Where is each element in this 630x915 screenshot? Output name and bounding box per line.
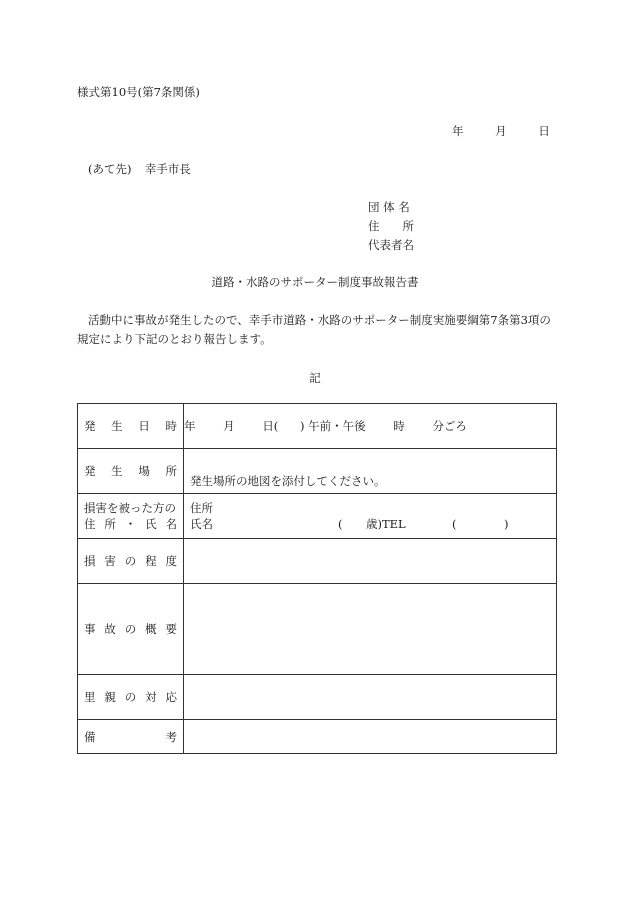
victim-age-tel: 歳)TEL [366, 517, 406, 531]
dt-month: 月 [223, 419, 235, 433]
form-number: 様式第10号(第7条関係) [77, 85, 200, 99]
label-char: ・ [124, 517, 137, 531]
foster-response-field[interactable] [184, 675, 557, 720]
body-sentence: 活動中に事故が発生したので、幸手市道路・水路のサポーター制度実施要綱第7条第3項の規定により下記のとおり報告します。 [77, 313, 551, 346]
table-row [78, 720, 557, 754]
remarks-label [78, 720, 184, 754]
label-char: 発 [84, 419, 96, 433]
label-char: の [124, 554, 137, 568]
date-year-label: 年 [452, 124, 464, 138]
remarks-char-a: 備 [84, 729, 96, 744]
organization-block [368, 198, 414, 255]
victim-label-line1: 損害を被った方の [84, 501, 176, 515]
spread-label [78, 689, 183, 705]
label-char: 概 [145, 622, 157, 636]
representative-label: 代表者名 [368, 238, 414, 252]
victim-address-label: 住所 [190, 501, 213, 515]
label-char: 度 [165, 554, 177, 568]
occurrence-datetime-label [78, 404, 184, 449]
spread-label [78, 418, 183, 434]
dt-day: 日( [262, 419, 279, 433]
label-char: 名 [165, 517, 177, 531]
label-char: 故 [104, 622, 116, 636]
label-char: 場 [138, 464, 150, 478]
occurrence-place-label [78, 449, 184, 494]
dt-year: 年 [184, 419, 196, 433]
victim-tel-open: ( [452, 517, 457, 531]
foster-response-label [78, 675, 184, 720]
spread-label [78, 553, 183, 569]
label-char: 親 [104, 690, 116, 704]
table-row [78, 494, 557, 539]
addressee [88, 161, 191, 177]
label-char: 対 [145, 690, 157, 704]
label-char: 損 [84, 554, 96, 568]
document-title: 道路・水路のサポーター制度事故報告書 [211, 275, 419, 289]
dt-ampm: 午前・午後 [308, 419, 366, 433]
addressee-name: 幸手市長 [144, 162, 191, 176]
table-row [78, 539, 557, 584]
victim-field[interactable] [184, 494, 557, 539]
accident-summary-label [78, 584, 184, 675]
accident-summary-field[interactable] [184, 584, 557, 675]
report-table [77, 403, 557, 754]
label-char: 程 [145, 554, 157, 568]
label-char: 発 [84, 464, 96, 478]
victim-age-open: ( [338, 517, 343, 531]
dt-hour: 時 [393, 419, 405, 433]
table-row [78, 584, 557, 675]
label-char: 生 [111, 419, 123, 433]
dt-dow-close: ) [299, 419, 305, 433]
label-char: 生 [111, 464, 123, 478]
submission-date [452, 123, 550, 139]
damage-extent-label [78, 539, 184, 584]
table-row [78, 675, 557, 720]
table-row [78, 404, 557, 449]
victim-label-line2 [84, 516, 177, 532]
label-char: 応 [165, 690, 177, 704]
label-char: 要 [165, 622, 177, 636]
table-row [78, 449, 557, 494]
label-char: 事 [84, 622, 96, 636]
spread-label [78, 729, 183, 745]
remarks-field[interactable] [184, 720, 557, 754]
victim-tel-close: ) [504, 517, 509, 531]
dt-minute: 分ごろ [432, 419, 467, 433]
date-month-label: 月 [495, 124, 507, 138]
group-name-label: 団 体 名 [368, 200, 410, 214]
addressee-prefix: (あて先) [88, 162, 132, 176]
label-char: 所 [104, 517, 116, 531]
ki-heading: 記 [309, 371, 321, 385]
label-char: 住 [84, 517, 96, 531]
label-char: 里 [84, 690, 96, 704]
occurrence-place-field[interactable] [184, 449, 557, 494]
label-char: 害 [104, 554, 116, 568]
damage-extent-field[interactable] [184, 539, 557, 584]
date-day-label: 日 [538, 124, 550, 138]
remarks-char-b: 考 [165, 729, 177, 744]
victim-name-label: 氏名 [190, 517, 213, 531]
body-text [77, 311, 557, 349]
label-char: 所 [165, 464, 177, 478]
occurrence-datetime-field[interactable] [184, 404, 557, 449]
place-map-note: 発生場所の地図を添付してください。 [190, 474, 386, 488]
label-char: 日 [138, 419, 150, 433]
label-char: 氏 [145, 517, 157, 531]
address-label: 住 所 [368, 219, 414, 233]
spread-label [78, 621, 183, 637]
label-char: の [124, 690, 137, 704]
label-char: の [124, 622, 137, 636]
label-char: 時 [165, 419, 177, 433]
spread-label [78, 463, 183, 479]
victim-label [78, 494, 184, 539]
